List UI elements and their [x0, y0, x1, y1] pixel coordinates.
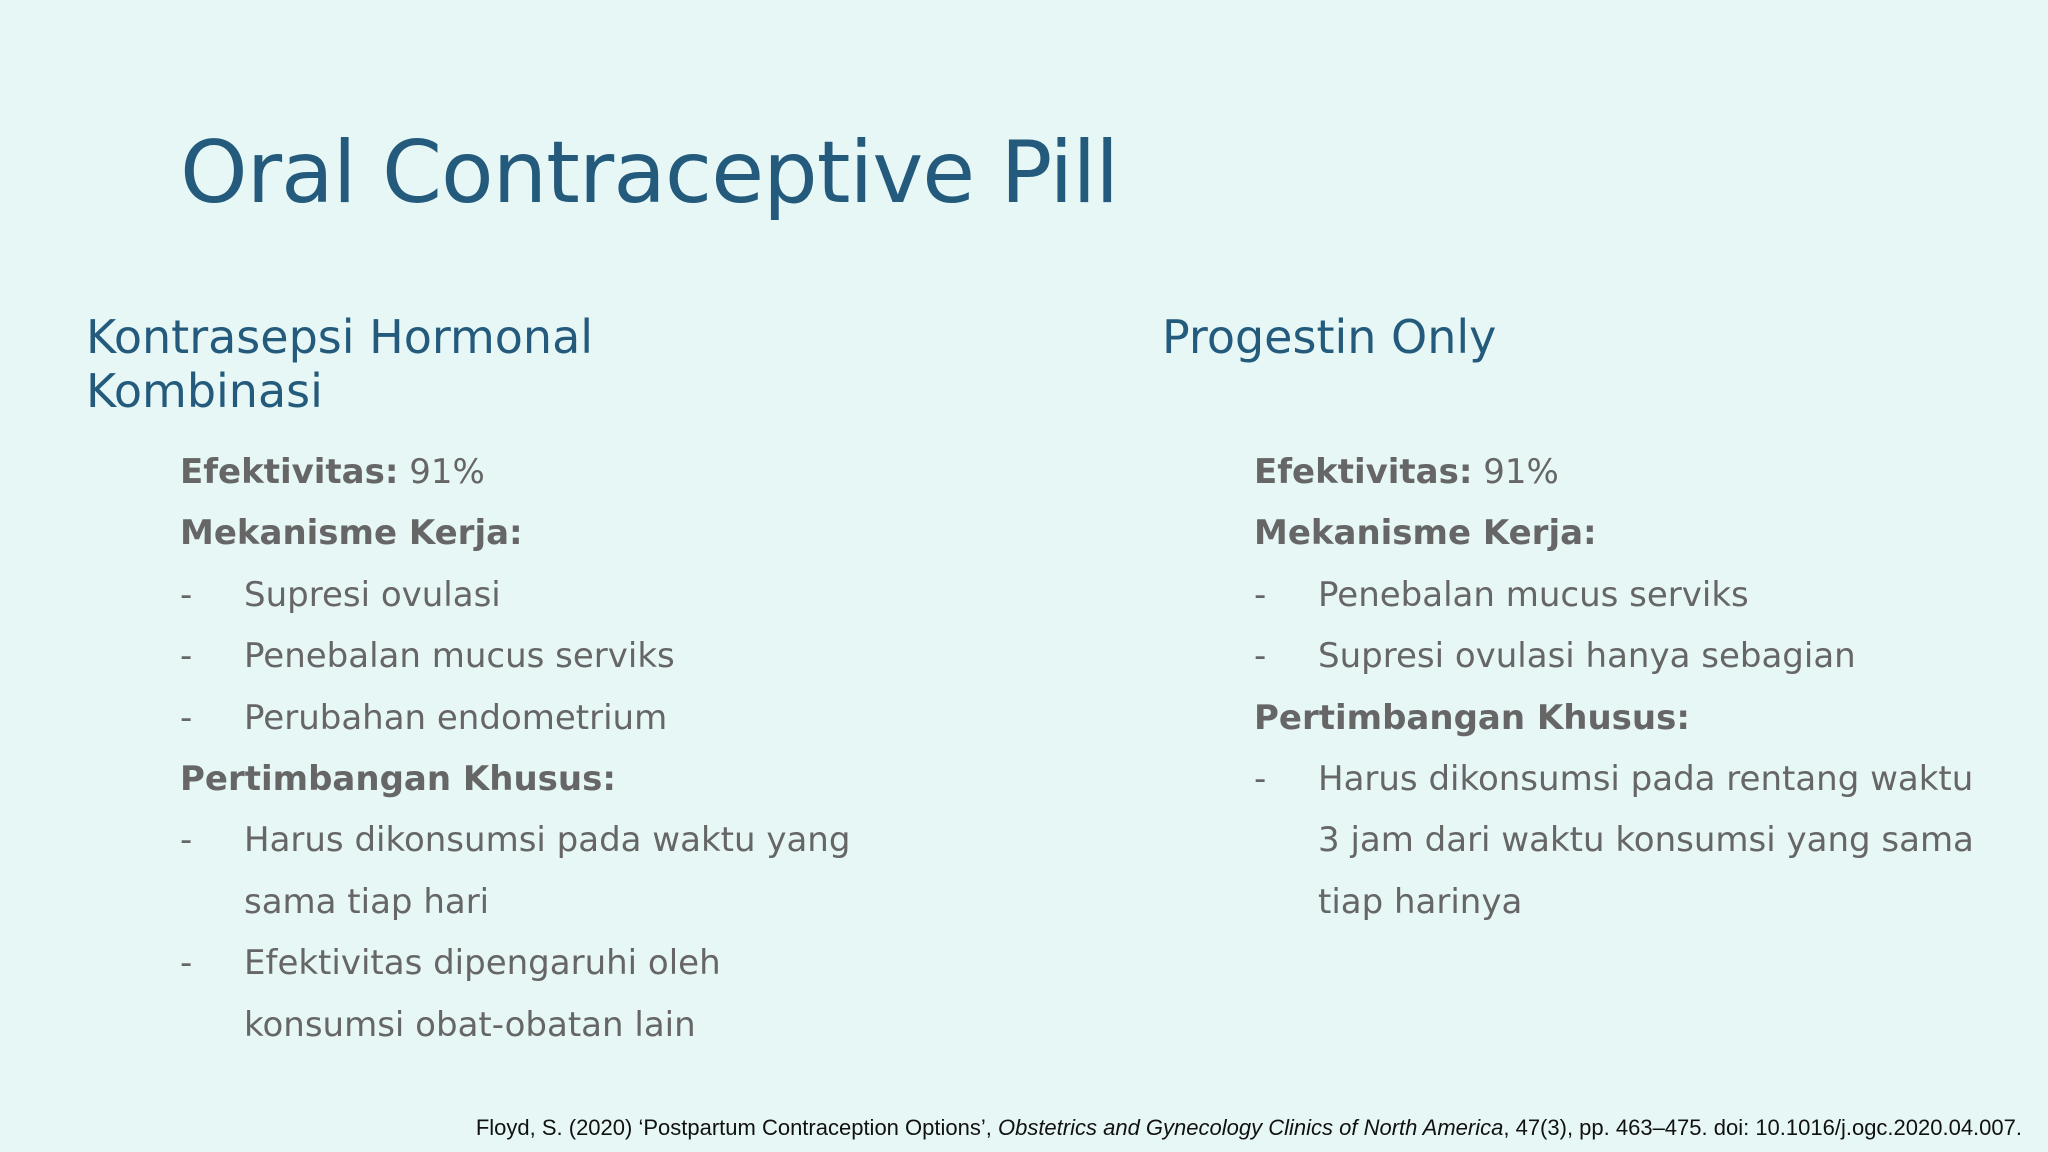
left-effectiveness-value: 91%	[398, 452, 485, 492]
bullet-dash: -	[1254, 636, 1267, 677]
slide-title: Oral Contraceptive Pill	[180, 123, 1119, 223]
left-effectiveness-label: Efektivitas:	[180, 452, 399, 492]
list-item	[180, 626, 880, 687]
bullet-dash: -	[180, 697, 193, 738]
list-item	[180, 565, 880, 626]
citation-prefix: Floyd, S. (2020) ‘Postpartum Contraception Options’,	[475, 1115, 998, 1140]
right-mechanism-item: Supresi ovulasi hanya sebagian	[1318, 636, 1856, 677]
bullet-dash: -	[180, 636, 193, 677]
right-considerations-label: Pertimbangan Khusus:	[1254, 697, 1690, 738]
list-item	[1254, 626, 1974, 687]
left-consideration-item: Efektivitas dipengaruhi oleh konsumsi obat-obatan lain	[244, 943, 721, 1045]
citation-journal: Obstetrics and Gynecology Clinics of North America	[997, 1115, 1504, 1140]
right-effectiveness-label: Efektivitas:	[1254, 452, 1473, 492]
left-mechanism-label: Mekanisme Kerja:	[180, 513, 523, 554]
right-column-body	[1254, 442, 1974, 933]
bullet-dash: -	[1254, 574, 1267, 615]
left-heading-line-2: Kombinasi	[86, 364, 323, 418]
citation	[476, 1114, 2022, 1142]
right-column-heading: Progestin Only	[1162, 310, 1497, 364]
bullet-dash: -	[180, 574, 193, 615]
left-considerations-label: Pertimbangan Khusus:	[180, 758, 616, 799]
list-item	[180, 933, 880, 1056]
left-effectiveness-line	[180, 442, 880, 503]
bullet-dash: -	[180, 820, 193, 861]
left-column-heading	[86, 310, 646, 418]
left-mechanism-item: Perubahan endometrium	[244, 697, 668, 738]
list-item	[1254, 565, 1974, 626]
left-mechanism-item: Supresi ovulasi	[244, 574, 501, 615]
bullet-dash: -	[180, 943, 193, 984]
left-mechanism-item: Penebalan mucus serviks	[244, 636, 675, 677]
right-mechanism-item: Penebalan mucus serviks	[1318, 574, 1749, 615]
left-heading-line-1: Kontrasepsi Hormonal	[86, 310, 594, 364]
right-consideration-item: Harus dikonsumsi pada rentang waktu 3 jam dari waktu konsumsi yang sama tiap harinya	[1318, 758, 1974, 922]
right-effectiveness-value: 91%	[1472, 452, 1559, 492]
left-column-body	[180, 442, 880, 1056]
list-item	[1254, 749, 1974, 933]
list-item	[180, 688, 880, 749]
left-consideration-item: Harus dikonsumsi pada waktu yang sama tiap hari	[244, 820, 851, 922]
citation-suffix: , 47(3), pp. 463–475. doi: 10.1016/j.ogc.2020.04.007.	[1503, 1115, 2022, 1140]
list-item	[180, 810, 880, 933]
right-effectiveness-line	[1254, 442, 1974, 503]
bullet-dash: -	[1254, 758, 1267, 799]
right-mechanism-label: Mekanisme Kerja:	[1254, 513, 1597, 554]
